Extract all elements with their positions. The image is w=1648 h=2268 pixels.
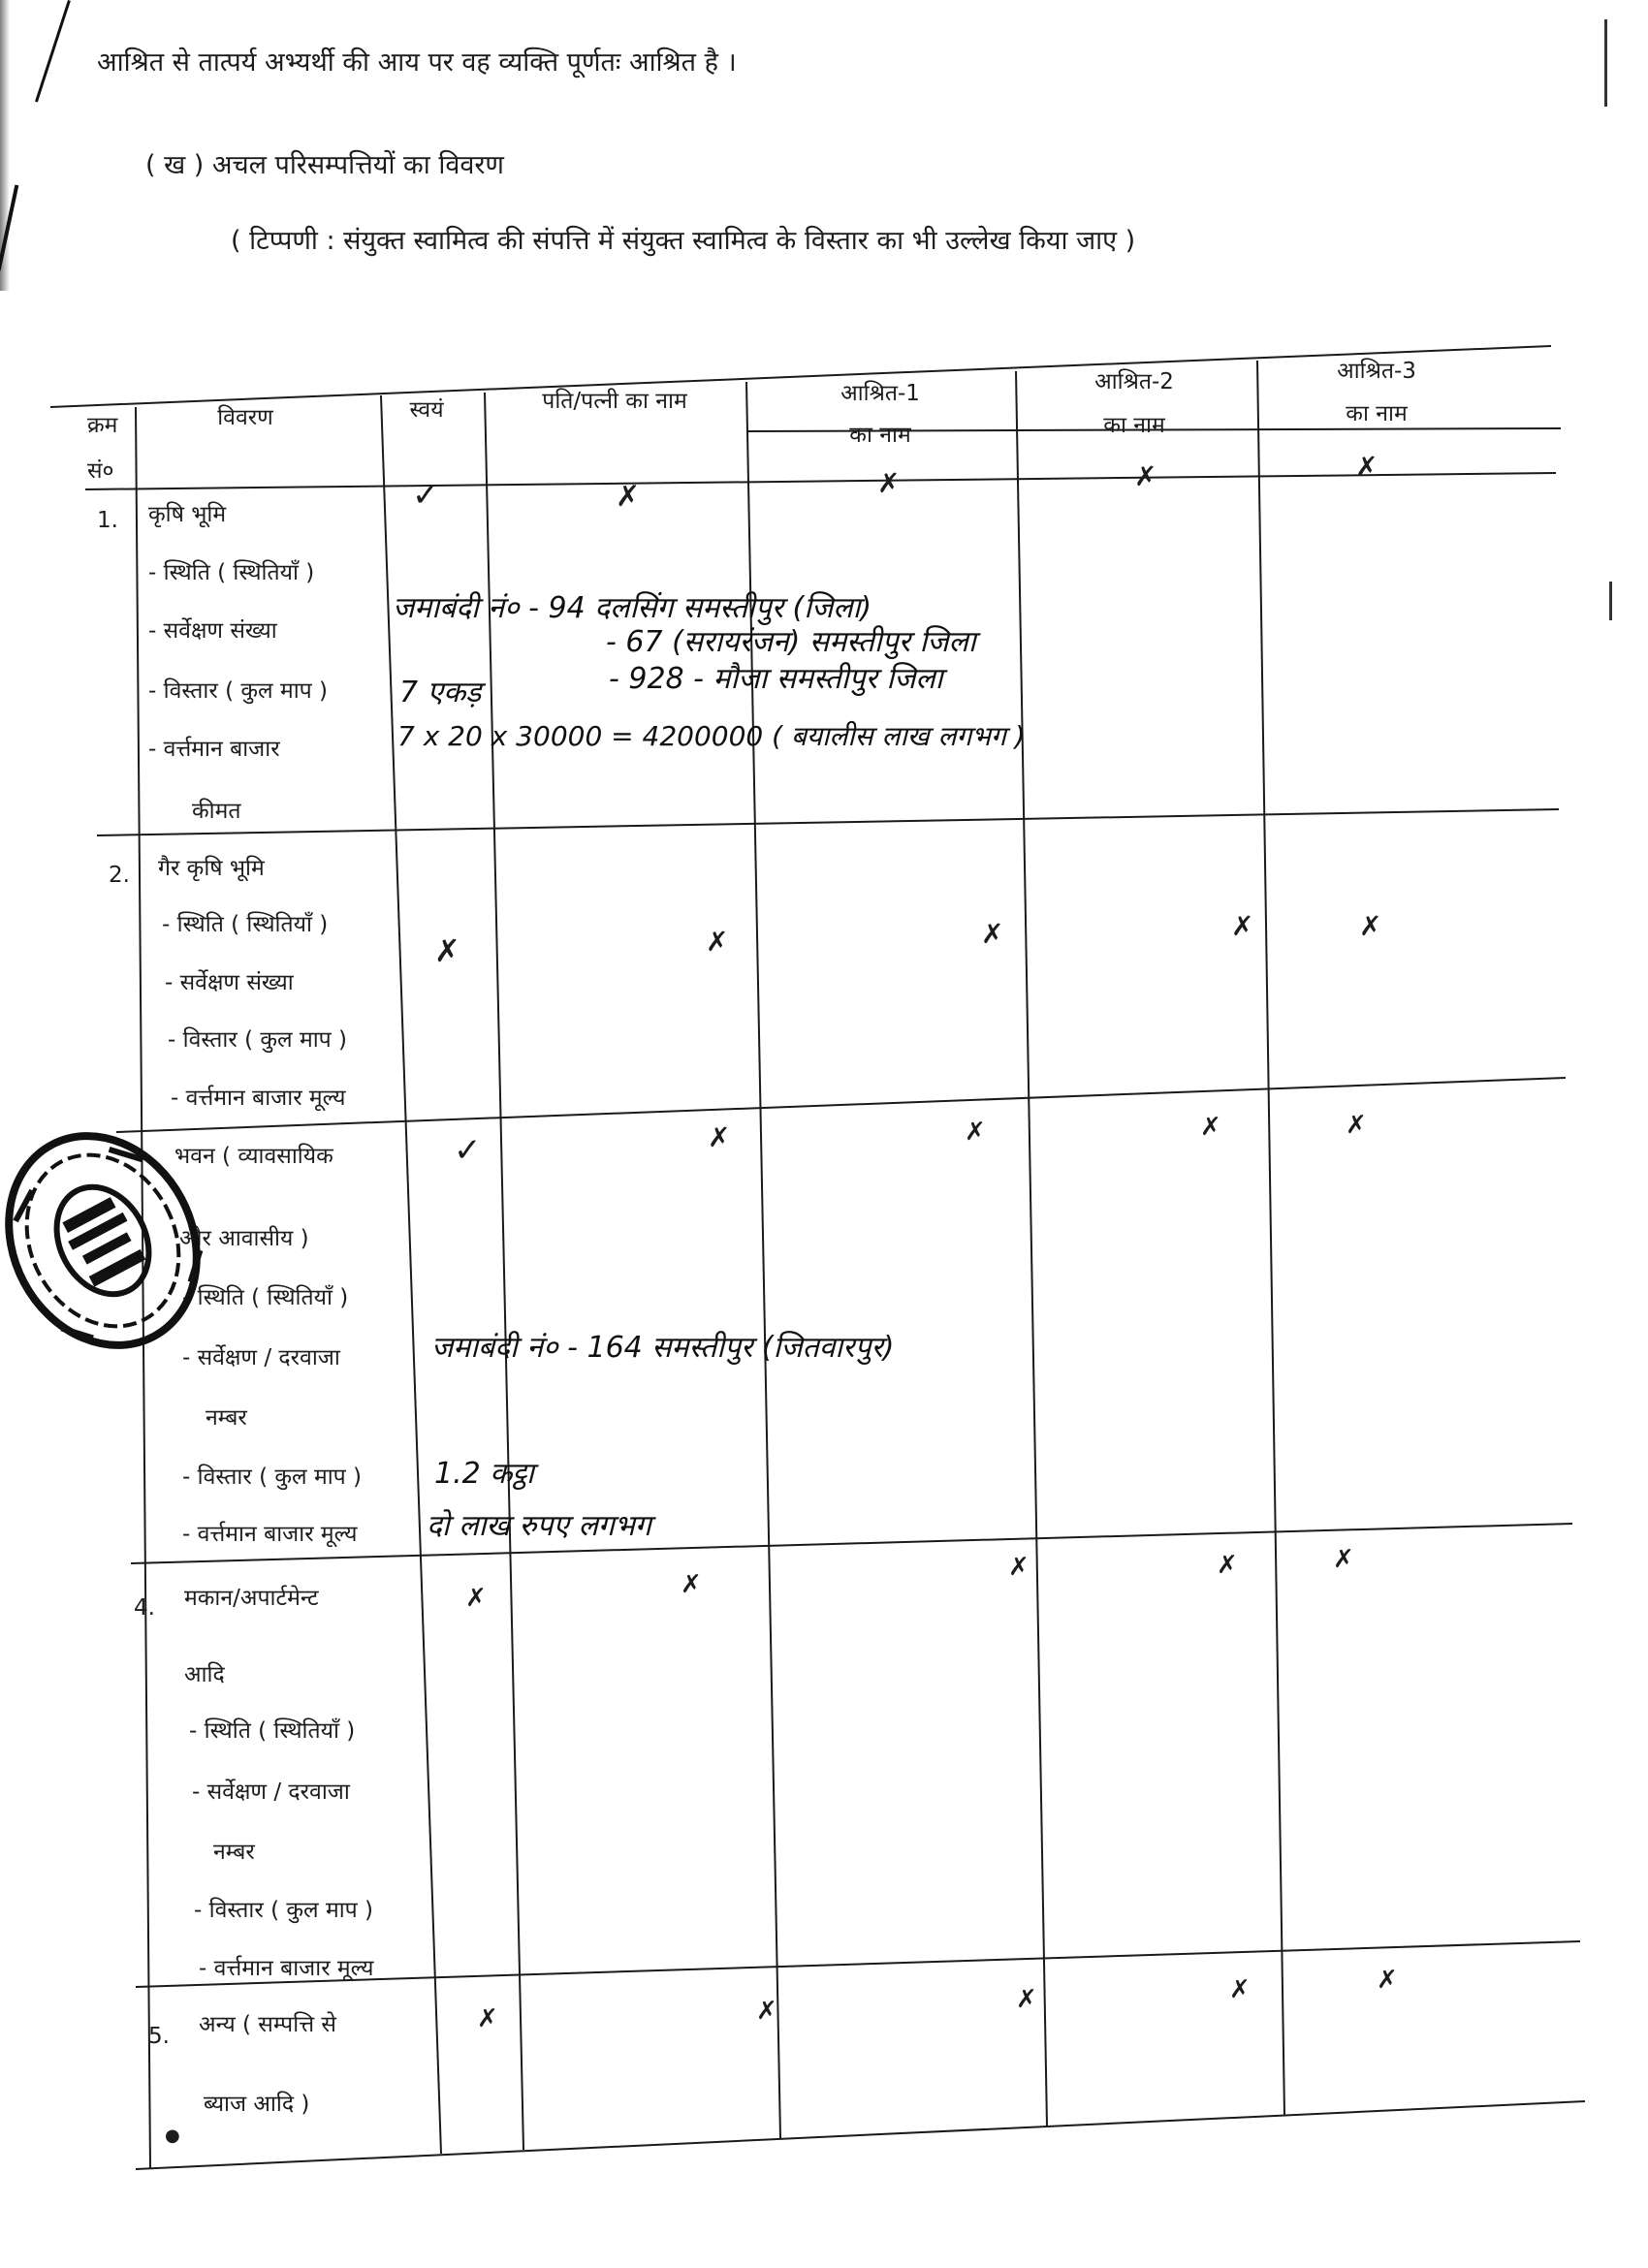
bullet-dot: ● <box>165 2126 180 2146</box>
row-number: 4. <box>134 1595 155 1621</box>
mark-spouse: ✗ <box>616 480 641 514</box>
mark-spouse: ✗ <box>706 926 729 958</box>
row-line: - विस्तार ( कुल माप ) <box>182 1465 362 1490</box>
dependent-definition: आश्रित से तात्पर्य अभ्यर्थी की आय पर वह व्यक्ति पूर्णतः आश्रित है । <box>97 47 737 78</box>
handwritten-entry: जमाबंदी नं० - 94 दलसिंग समस्तीपुर (जिला) <box>393 591 872 625</box>
mark-dependent-1: ✗ <box>965 1118 986 1147</box>
handwritten-entry: 7 x 20 x 30000 = 4200000 ( बयालीस लाख लगभग ) <box>397 720 1026 752</box>
row-line: - सर्वेक्षण / दरवाजा <box>182 1345 340 1370</box>
row-line: - स्थिति ( स्थितियाँ ) <box>162 912 329 937</box>
row-line: - विस्तार ( कुल माप ) <box>194 1898 373 1923</box>
row-line: - वर्त्तमान बाजार मूल्य <box>182 1522 358 1547</box>
row-number: 1. <box>97 508 118 533</box>
row-line: - सर्वेक्षण संख्या <box>165 970 294 995</box>
mark-dependent-1: ✗ <box>877 467 901 499</box>
header-dependent-1: आश्रित-1 <box>840 381 920 406</box>
header-dependent-1: का नाम <box>849 423 911 448</box>
row-line: आदि <box>184 1662 225 1687</box>
handwritten-entry: - 928 - मौजा समस्तीपुर जिला <box>609 662 943 696</box>
mark-dependent-1: ✗ <box>1008 1553 1030 1582</box>
header-spouse: पति/पत्नी का नाम <box>542 389 687 414</box>
mark-self: ✗ <box>465 1584 487 1613</box>
handwritten-entry: 7 एकड़ <box>399 676 482 709</box>
handwritten-entry: जमाबंदी नं० - 164 समस्तीपुर (जितवारपुर) <box>431 1331 895 1365</box>
handwritten-entry: 1.2 कट्ठा <box>434 1457 534 1491</box>
mark-dependent-2: ✗ <box>1134 460 1157 492</box>
header-details: विवरण <box>217 405 273 430</box>
row-line: - सर्वेक्षण संख्या <box>148 618 277 644</box>
row-line: कृषि भूमि <box>148 502 227 527</box>
mark-self: ✓ <box>412 476 440 515</box>
mark-self: ✓ <box>454 1131 482 1170</box>
row-line: कीमत <box>192 799 241 824</box>
mark-spouse: ✗ <box>708 1121 731 1153</box>
mark-dependent-3: ✗ <box>1346 1111 1367 1140</box>
mark-dependent-3: ✗ <box>1377 1966 1398 1995</box>
row-line: - वर्त्तमान बाजार <box>148 737 280 762</box>
row-line: - स्थिति ( स्थितियाँ ) <box>182 1285 349 1310</box>
mark-spouse: ✗ <box>756 1997 777 2026</box>
mark-self: ✗ <box>477 2004 498 2033</box>
mark-self: ✗ <box>434 932 460 969</box>
header-dependent-2: का नाम <box>1103 413 1165 438</box>
mark-spouse: ✗ <box>681 1570 702 1599</box>
mark-dependent-2: ✗ <box>1200 1113 1221 1142</box>
handwritten-entry: दो लाख रुपए लगभग <box>427 1509 651 1543</box>
row-line: - विस्तार ( कुल माप ) <box>168 1027 347 1053</box>
header-serial: सं० <box>87 458 114 484</box>
mark-dependent-2: ✗ <box>1231 910 1254 942</box>
row-line: और आवासीय ) <box>179 1226 309 1251</box>
row-line: - स्थिति ( स्थितियाँ ) <box>148 560 315 585</box>
row-line: भवन ( व्यावसायिक <box>174 1144 333 1169</box>
row-line: - विस्तार ( कुल माप ) <box>148 678 328 704</box>
row-line: - वर्त्तमान बाजार मूल्य <box>199 1956 374 1981</box>
mark-dependent-2: ✗ <box>1229 1975 1251 2004</box>
row-line: नम्बर <box>213 1840 255 1865</box>
row-line: मकान/अपार्टमेन्ट <box>184 1586 319 1611</box>
header-dependent-3: का नाम <box>1346 401 1408 426</box>
section-title: ( ख ) अचल परिसम्पत्तियों का विवरण <box>145 150 504 180</box>
row-number: 2. <box>109 863 130 888</box>
row-line: ब्याज आदि ) <box>204 2092 310 2117</box>
mark-dependent-3: ✗ <box>1355 451 1379 483</box>
mark-dependent-3: ✗ <box>1359 910 1382 942</box>
row-line: - वर्त्तमान बाजार मूल्य <box>171 1086 346 1111</box>
header-self: स्वयं <box>409 397 444 423</box>
row-line: गैर कृषि भूमि <box>158 856 265 881</box>
header-dependent-2: आश्रित-2 <box>1094 369 1174 394</box>
header-serial: क्रम <box>87 413 118 438</box>
row-line: अन्य ( सम्पत्ति से <box>199 2012 336 2037</box>
row-line: - सर्वेक्षण / दरवाजा <box>192 1780 350 1805</box>
mark-dependent-2: ✗ <box>1217 1551 1238 1580</box>
mark-dependent-1: ✗ <box>1016 1985 1037 2014</box>
row-number: 5. <box>148 2024 170 2049</box>
row-line: नम्बर <box>206 1405 247 1431</box>
mark-dependent-3: ✗ <box>1333 1545 1354 1574</box>
row-line: - स्थिति ( स्थितियाँ ) <box>189 1718 356 1744</box>
handwritten-entry: - 67 (सरायरंजन) समस्तीपुर जिला <box>606 625 976 659</box>
section-note: ( टिप्पणी : संयुक्त स्वामित्व की संपत्ति में संयुक्त स्वामित्व के विस्तार का भी उल्लेख किया जाए ) <box>231 226 1136 256</box>
mark-dependent-1: ✗ <box>981 918 1004 950</box>
header-dependent-3: आश्रित-3 <box>1337 359 1416 384</box>
